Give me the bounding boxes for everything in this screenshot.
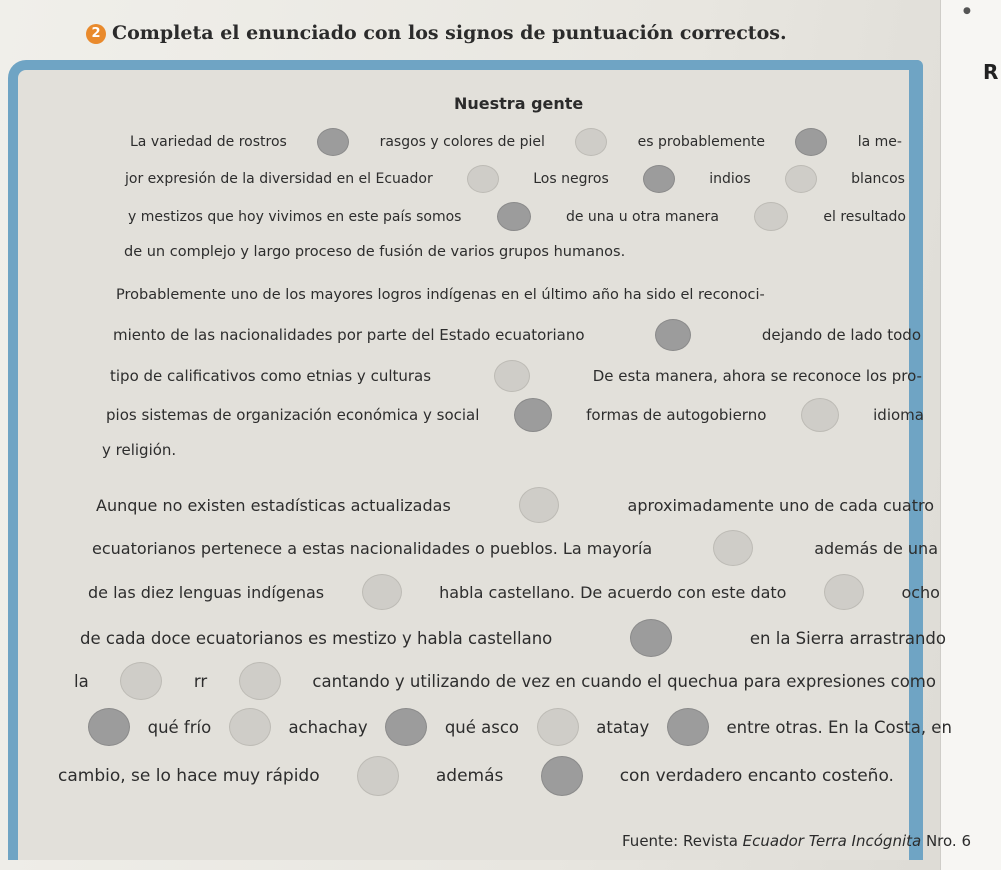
page-mark: ● bbox=[963, 6, 971, 16]
text-segment: de un complejo y largo proceso de fusión de varios grupos humanos. bbox=[124, 244, 626, 260]
text-segment: además bbox=[435, 766, 504, 786]
text-segment: cantando y utilizando de vez en cuando el quechua para expresiones como bbox=[312, 671, 936, 691]
text-line bbox=[58, 756, 894, 796]
text-segment: tipo de calificativos como etnias y culturas bbox=[110, 367, 432, 385]
adjacent-page-letter: R bbox=[983, 60, 999, 84]
text-segment: en la Sierra arrastrando bbox=[749, 628, 946, 648]
text-segment: aproximadamente uno de cada cuatro bbox=[627, 495, 934, 515]
text-segment: indios bbox=[709, 171, 751, 187]
punctuation-blank[interactable] bbox=[795, 128, 827, 156]
punctuation-blank[interactable] bbox=[824, 574, 864, 610]
text-segment: Los negros bbox=[533, 171, 609, 187]
punctuation-blank[interactable] bbox=[667, 708, 709, 746]
text-line bbox=[128, 202, 906, 231]
punctuation-blank[interactable] bbox=[754, 202, 788, 231]
text-segment: de cada doce ecuatorianos es mestizo y habla castellano bbox=[80, 628, 553, 648]
text-segment: de las diez lenguas indígenas bbox=[88, 582, 325, 602]
text-segment: Probablemente uno de los mayores logros indígenas en el último año ha sido el reconoci- bbox=[116, 287, 765, 303]
punctuation-blank[interactable] bbox=[317, 128, 349, 156]
text-line bbox=[125, 165, 905, 193]
text-segment: ecuatorianos pertenece a estas nacionalidades o pueblos. La mayoría bbox=[92, 538, 653, 558]
text-segment: achachay bbox=[288, 717, 368, 737]
punctuation-blank[interactable] bbox=[88, 708, 130, 746]
punctuation-blank[interactable] bbox=[229, 708, 271, 746]
punctuation-blank[interactable] bbox=[514, 398, 552, 432]
punctuation-blank[interactable] bbox=[575, 128, 607, 156]
punctuation-blank[interactable] bbox=[120, 662, 162, 700]
text-segment: la bbox=[74, 671, 89, 691]
text-segment: la me- bbox=[857, 134, 902, 150]
text-segment: De esta manera, ahora se reconoce los pro- bbox=[592, 367, 922, 385]
text-line bbox=[80, 619, 946, 657]
text-segment: es probablemente bbox=[637, 134, 765, 150]
text-segment: cambio, se lo hace muy rápido bbox=[58, 766, 320, 786]
text-line bbox=[96, 487, 934, 523]
punctuation-blank[interactable] bbox=[239, 662, 281, 700]
punctuation-blank[interactable] bbox=[541, 756, 583, 796]
punctuation-blank[interactable] bbox=[655, 319, 691, 351]
text-segment: y religión. bbox=[102, 441, 177, 459]
text-segment: de una u otra manera bbox=[565, 208, 719, 225]
punctuation-blank[interactable] bbox=[494, 360, 530, 392]
punctuation-blank[interactable] bbox=[467, 165, 499, 193]
text-segment: rasgos y colores de piel bbox=[379, 134, 545, 150]
text-segment: atatay bbox=[596, 717, 650, 737]
exercise-instruction bbox=[86, 22, 787, 44]
text-segment: dejando de lado todo bbox=[761, 326, 921, 344]
text-line bbox=[116, 287, 916, 303]
text-line bbox=[106, 398, 924, 432]
text-segment: La variedad de rostros bbox=[130, 134, 287, 150]
text-segment: blancos bbox=[851, 171, 905, 187]
text-segment: habla castellano. De acuerdo con este dato bbox=[439, 582, 787, 602]
punctuation-blank[interactable] bbox=[785, 165, 817, 193]
text-line bbox=[124, 244, 625, 260]
text-segment: entre otras. En la Costa, en bbox=[726, 717, 952, 737]
text-segment: formas de autogobierno bbox=[586, 406, 767, 424]
text-line bbox=[130, 128, 902, 156]
instruction-text: Completa el enunciado con los signos de puntuación correctos. bbox=[112, 22, 787, 44]
punctuation-blank[interactable] bbox=[362, 574, 402, 610]
text-segment: pios sistemas de organización económica y social bbox=[106, 406, 480, 424]
article-title: Nuestra gente bbox=[454, 94, 584, 113]
punctuation-blank[interactable] bbox=[713, 530, 753, 566]
exercise-number-badge: 2 bbox=[86, 24, 106, 44]
punctuation-blank[interactable] bbox=[519, 487, 559, 523]
source-title: Ecuador Terra Incógnita bbox=[742, 832, 922, 850]
punctuation-blank[interactable] bbox=[643, 165, 675, 193]
text-segment: jor expresión de la diversidad en el Ecuador bbox=[125, 171, 433, 187]
text-line bbox=[74, 662, 936, 700]
article-source bbox=[622, 832, 971, 850]
text-segment: idioma bbox=[873, 406, 924, 424]
text-line bbox=[113, 319, 921, 351]
text-segment: qué frío bbox=[147, 717, 212, 737]
punctuation-blank[interactable] bbox=[537, 708, 579, 746]
text-segment: qué asco bbox=[444, 717, 520, 737]
punctuation-blank[interactable] bbox=[801, 398, 839, 432]
text-segment: con verdadero encanto costeño. bbox=[619, 766, 894, 786]
source-prefix: Fuente: Revista bbox=[622, 832, 743, 850]
text-segment: además de una bbox=[814, 538, 938, 558]
text-segment: Aunque no existen estadísticas actualizadas bbox=[96, 495, 451, 515]
punctuation-blank[interactable] bbox=[357, 756, 399, 796]
text-line bbox=[88, 708, 952, 746]
text-segment: miento de las nacionalidades por parte del Estado ecuatoriano bbox=[113, 326, 585, 344]
punctuation-blank[interactable] bbox=[385, 708, 427, 746]
punctuation-blank[interactable] bbox=[497, 202, 531, 231]
text-segment: el resultado bbox=[823, 208, 906, 225]
text-line bbox=[110, 360, 922, 392]
source-suffix: Nro. 6 bbox=[921, 832, 972, 850]
text-segment: ocho bbox=[901, 582, 940, 602]
punctuation-blank[interactable] bbox=[630, 619, 672, 657]
text-segment: y mestizos que hoy vivimos en este país somos bbox=[128, 208, 462, 225]
text-line bbox=[102, 441, 176, 459]
text-line bbox=[92, 530, 938, 566]
text-segment: rr bbox=[193, 671, 208, 691]
text-line bbox=[88, 574, 940, 610]
